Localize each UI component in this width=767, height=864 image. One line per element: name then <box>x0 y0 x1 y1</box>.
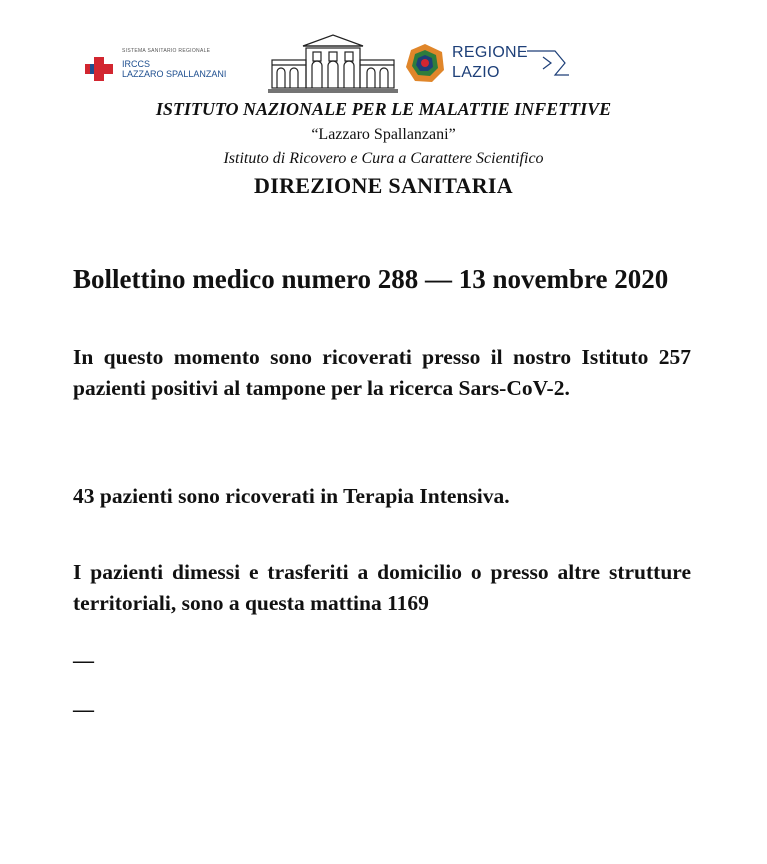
department-title: DIREZIONE SANITARIA <box>254 173 513 198</box>
separator-dash: — <box>73 697 94 721</box>
institute-name: ISTITUTO NAZIONALE PER LE MALATTIE INFETTIVE <box>155 99 612 119</box>
red-cross-icon <box>84 56 114 82</box>
bulletin-title: Bollettino medico numero 288 — 13 novembre 2020 <box>73 264 669 294</box>
spallanzani-label: LAZZARO SPALLANZANI <box>122 69 227 79</box>
chevron-arrows-icon <box>525 45 573 83</box>
regione-lazio-emblem-icon <box>405 43 445 83</box>
separator-dash: — <box>73 648 94 672</box>
header-logos <box>0 30 767 94</box>
regione-label: REGIONE <box>452 44 528 61</box>
bulletin-paragraph: 43 pazienti sono ricoverati in Terapia Intensiva. <box>73 484 510 508</box>
irccs-caption: SISTEMA SANITARIO REGIONALE <box>122 48 211 54</box>
institute-subtitle: Istituto di Ricovero e Cura a Carattere Scientifico <box>223 150 544 167</box>
irccs-label: IRCCS <box>122 59 151 69</box>
irccs-spallanzani-logo <box>84 46 264 86</box>
regione-lazio-logo <box>405 43 575 87</box>
hospital-building-icon <box>268 32 398 94</box>
institute-quote: “Lazzaro Spallanzani” <box>311 126 456 143</box>
bulletin-paragraph: I pazienti dimessi e trasferiti a domicilio o presso altre strutture territoriali, sono a questa mattina 1169 <box>73 560 691 615</box>
bulletin-paragraph: In questo momento sono ricoverati presso il nostro Istituto 257 pazienti positivi al tampone per la ricerca Sars-CoV-2. <box>73 345 691 400</box>
lazio-label: LAZIO <box>452 64 500 81</box>
